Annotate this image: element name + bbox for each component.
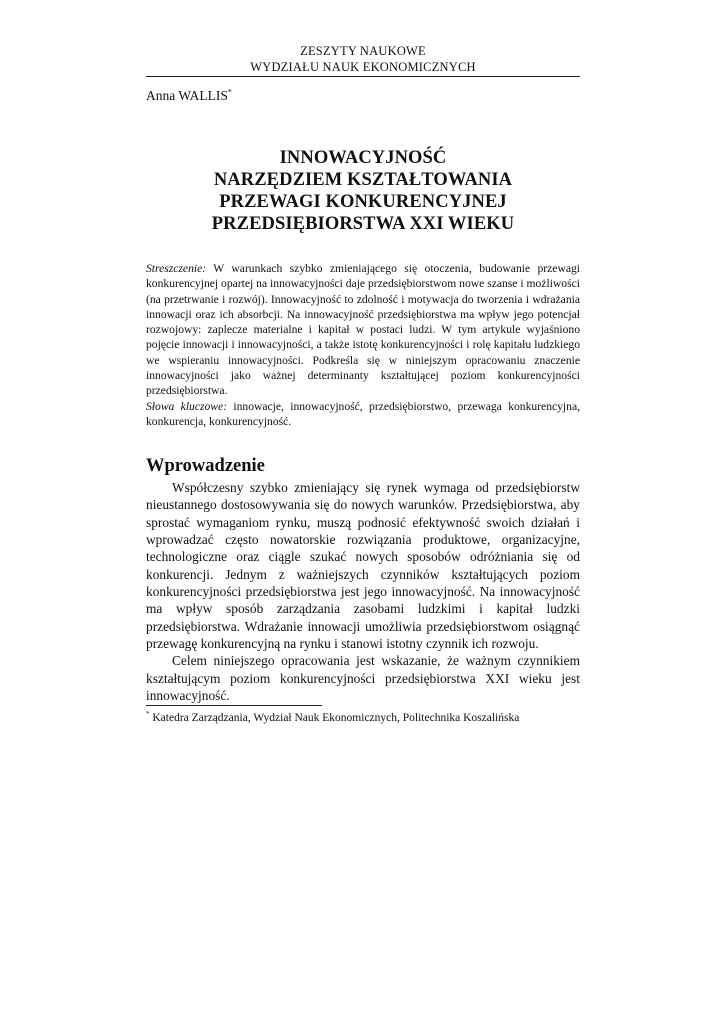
abstract-paragraph	[146, 261, 580, 399]
author-name: Anna WALLIS	[146, 88, 228, 103]
abstract-text: W warunkach szybko zmieniającego się otoczenia, budowanie przewagi konkurencyjnej opartej na innowacyjności daje przedsiębiorstwom nowe szanse i możliwości (na przetrwanie i rozwój). Innowacyjność to zdolność i motywacja do tworzenia i wdrażania innowacji oraz ich absorbcji. Na innowacyjność przedsiębiorstwa ma wpływ jego potencjał rozwojowy: zaplecze materialne i kapitał w postaci ludzi. W tym artykule wyjaśniono pojęcie innowacji i innowacyjności, a także istotę konkurencyjności i rolę kapitału ludzkiego we wspieraniu innowacyjności. Podkreśla się w niniejszym opracowaniu znaczenie innowacyjności jako ważnej determinanty kształtującej poziom konkurencyjności przedsiębiorstwa.	[146, 262, 580, 398]
journal-name-line-1: ZESZYTY NAUKOWE	[300, 44, 426, 58]
footnote-text: Katedra Zarządzania, Wydział Nauk Ekonomicznych, Politechnika Koszalińska	[149, 712, 520, 724]
journal-header	[146, 44, 580, 75]
abstract	[146, 261, 580, 429]
paper-title	[146, 147, 580, 235]
title-line-1: INNOWACYJNOŚĆ	[279, 148, 447, 168]
author-footnote-mark: *	[227, 87, 232, 97]
keywords-label: Słowa kluczowe:	[146, 399, 228, 413]
title-line-2: NARZĘDZIEM KSZTAŁTOWANIA	[213, 170, 513, 190]
keywords-paragraph	[146, 399, 580, 430]
section-heading: Wprowadzenie	[146, 456, 265, 476]
title-line-4: PRZEDSIĘBIORSTWA XXI WIEKU	[211, 214, 515, 234]
footnote-mark: *	[146, 710, 150, 719]
author-line	[146, 87, 232, 105]
footnote	[146, 711, 580, 726]
footnote-divider	[146, 705, 322, 706]
journal-name-line-2: WYDZIAŁU NAUK EKONOMICZNYCH	[250, 59, 476, 74]
abstract-label: Streszczenie:	[146, 262, 207, 275]
header-divider	[146, 76, 580, 77]
title-line-3: PRZEWAGI KONKURENCYJNEJ	[219, 192, 507, 212]
body-text	[146, 479, 580, 704]
keywords-text: innowacje, innowacyjność, przedsiębiorstwo, przewaga konkurencyjna, konkurencja, konkurencyjność.	[146, 399, 580, 428]
body-paragraph-2: Celem niniejszego opracowania jest wskazanie, że ważnym czynnikiem kształtującym poziom konkurencyjności przedsiębiorstwa XXI wieku jest innowacyjność.	[146, 653, 580, 704]
body-paragraph-1: Współczesny szybko zmieniający się rynek wymaga od przedsiębiorstw nieustannego dostosowywania się do nowych warunków. Przedsiębiorstwa, aby sprostać wymaganiom rynku, muszą podnosić efektywność swoich działań i wprowadzać często nowatorskie rozwiązania produktowe, organizacyjne, technologiczne oraz ciągle szukać nowych sposobów odróżniania się od konkurencji. Jednym z ważniejszych czynników kształtujących poziom konkurencyjności przedsiębiorstwa jest jego innowacyjność. Na innowacyjność ma wpływ sposób zarządzania zasobami ludzkimi i kapitał ludzki przedsiębiorstwa. Wdrażanie innowacji umożliwia przedsiębiorstwom osiągnąć przewagę konkurencyjną na rynku i stanowi istotny czynnik ich rozwoju.	[146, 480, 580, 652]
